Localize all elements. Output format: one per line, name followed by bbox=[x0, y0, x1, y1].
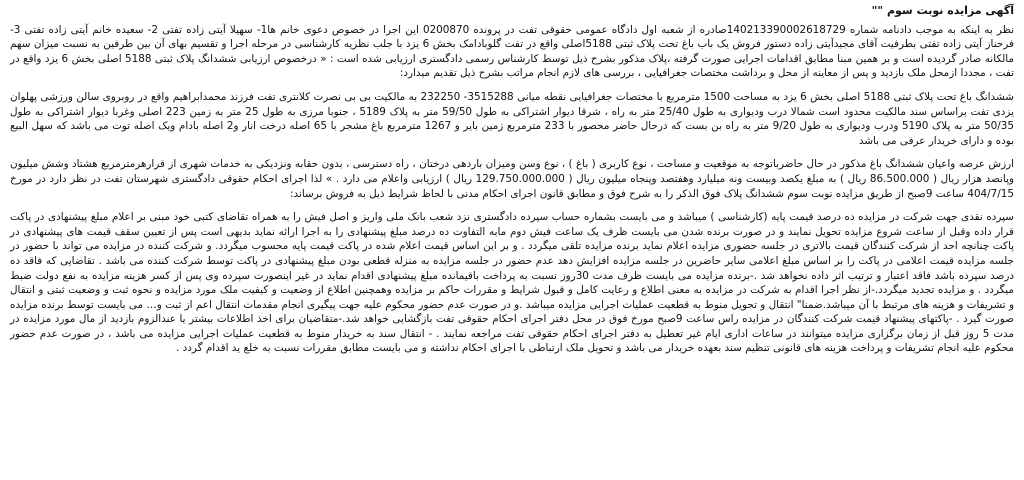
notice-title: آگهی مزایده نوبت سوم "" bbox=[871, 4, 1014, 17]
paragraph-valuation: ارزش عرصه واعیان ششدانگ باغ مذکور در حال حاضرباتوجه به موقعیت و مساحت ، نوع کاربری ( باغ ) ، نوع وسن ومیزان باردهی درختان ، راه دسترسی ، بدون حقابه ونزدیکی به خدمات شهری از قرارهرمترمربع هشتاد وشش میلیون وپانصد هزار ریال ( 86.500.000 ریال ) به مبلغ یکصد وبیست ونه میلیارد وهفتصد وپنجاه میلیون ریال ( 129.750.000.000 ریال ) ارزیابی واعلام می دارد . » لذا اجرای احکام حقوقی دادگستری شهرستان تفت در نظر دارد در مورخ 404/7/15 ساعت 9صبح از طریق مزایده نوبت سوم ششدانگ پلاک فوق الذکر را به شرح فوق و مطابق قانون اجرای احکام مدنی با لحاظ شرایط ذیل به فروش برساند: bbox=[10, 158, 1014, 200]
paragraph-auction-terms: سپرده نقدی جهت شرکت در مزایده ده درصد قیمت پایه (کارشناسی ) میباشد و می بایست بشماره حساب سپرده دادگستری نزد شعب بانک ملی واریز و اصل فیش را به همراه تقاضای کتبی خود مبنی بر اعلام مبلغ پیشنهادی در پاکت قرار داده وقبل از ساعت شروع مزایده تحویل نمایند و در صورت برنده شدن می بایست ظرف یک ساعت فیش دوم مابه التفاوت ده درصد مبلغ پیشنهادی را به اجرا ارائه نماید بدیهی است پس از تعیین سقف قیمت های پیشنهادی در پاکت چنانچه احد از شرکت کنندگان قیمت بالاتری در جلسه حضوری مزایده اعلام نماید برنده مزایده تلقی میگردد . و بر این اساس قیمت اعلام شده در پاکت قیمت پایه محسوب میگردد. و شرکت کننده در مزایده می تواند با حضور در جلسه مزایده قیمت اعلامی در پاکت را بر اساس مبلغ اعلامی سایر حاضرین در جلسه مزایده افزایش دهد عدم حضور در جلسه مزایده به منزله قطعی بودن مبلغ پیشنهادی در پاکت توسط شرکت کننده می باشد . تقاضایی که فاقد ده درصد سپرده باشد فاقد اعتبار و ترتیب اثر داده نخواهد شد .-برنده مزایده می بایست ظرف مدت 30روز نسبت به پرداخت باقیمانده مبلغ پیشنهادی اقدام نماید در غیر اینصورت سپرده وی پس از کسر هزینه مزایده به نفع دولت ضبط میگردد . و مزایده تجدید میگردد.-از نظر اجرا اقدام به شرکت در مزایده به معنی اطلاع و رعایت کامل و قبول شرایط و مقررات حاکم بر مزایده وهمچنین اطلاع از وضعیت و کیفیت ملک مورد مزایده و نحوه ثبت و وضعیت ثبتی و انتقال و تشریفات و هزینه های مرتبط با آن میباشد.ضمنا" انتقال و تحویل منوط به قطعیت عملیات اجرایی مزایده میباشد .و در صورت عدم حضور محکوم علیه جهت پیگیری انجام مقدمات انتقال اعم از ثبت و… می بایست توسط برنده مزایده صورت گیرد . -پاکتهای پیشنهاد قیمت شرکت کنندگان در مزایده راس ساعت 9صبح مورخ فوق در محل دفتر اجرای احکام حقوقی تفت بازگشایی خواهد شد.-متقاضیان برای اخذ اطلاعات بیشتر یا عندالزوم بازدید از مال مورد مزایده در مدت 5 روز قبل از زمان برگزاری مزایده میتوانند در ساعات اداری ایام غیر تعطیل به دفتر اجرای احکام حقوقی تفت مراجعه نمایند . - انتقال سند به خریدار منوط به قطعیت عملیات اجرایی مزایده می باشد ، در صورت عدم حضور محکوم علیه انجام تشریفات و پرداخت هزینه های قانونی تنظیم سند بعهده خریدار می باشد و تحویل ملک ارتباطی با اجرای احکام نداشته و می بایست مطابق مقررات نسبت به خلع ید اقدام گردد . bbox=[10, 211, 1015, 355]
paragraph-property-description: ششدانگ باغ تحت پلاک ثبتی 5188 اصلی بخش 6 یزد به مساحت 1500 مترمربع با مختصات جغرافیایی نقطه میانی 3515288- 232250 به مالکیت بی بی نصرت کلانتری تفت فرزند محمدابراهیم واقع در روبروی سالن ورزشی پهلوان یزدی تفت براساس سند مالکیت محدود است شمالا درب وديواری به طول 25/40 متر به راه ، شرقا دیوار اشتراکی به طول 59/50 متر به پلاک 5189 ، جنوبا مرزی به طول 25 متر به زمین 223 اصلی وغربا دیوار اشتراکی به طول 50/35 متر به پلاک 5190 ودرب وديواری به طول 9/20 متر به راه بن بست که درحال حاضر محصور با 233 مترمربع زمین بایر و 1267 مترمربع باغ مشجر با 65 اصله درخت انار و2 اصله بادام ویک اصله توت می باشد که سهل البیع بوده و دارای خریدار عرفی می باشد bbox=[10, 90, 1015, 147]
paragraph-court-order: نظر به اینکه به موجب دادنامه شماره 140213390002618729صادره از شعبه اول دادگاه عمومی حقوقی تفت در پرونده 0200870 این اجرا در خصوص دعوی خانم ها1- سهیلا آیتی زاده تفتی 2- سعیده خانم آیتی زاده تفتی 3-فرحناز آیتی زاده تفتی بطرفیت آقای مجیدآیتی زاده دستور فروش یک باب باغ تحت پلاک ثبتی 5188اصلی واقع در تفت گلوبادامک بخش 6 یزد با جلب نظریه کارشناسی در مرحله اجرا و تقسیم بهای آن بین طرفین به نسبت میزان سهم مالکانه صادر گردیده است و بر همین مبنا مطابق اقدامات اجرایی صورت گرفته ،پلاک مذکور بشرح ذیل توسط کارشناس رسمی دادگستری ارزیابی شده است : « درخصوص ارزیابی ششدانگ پلاک ثبتی 5188 اصلی بخش 6 یزد واقع در تفت ، مجددا ازمحل ملک بازدید و پس از معاینه از محل و برداشت مختصات جغرافیایی ، بررسی های لازم انجام مراتب بشرح ذیل تقدیم میدارد: bbox=[10, 23, 1014, 80]
